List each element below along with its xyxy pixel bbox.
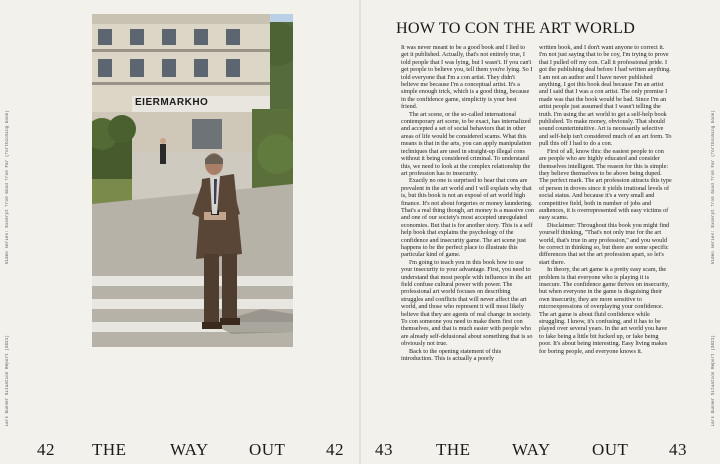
paragraph: written book, and I don't want anyone to correct it. I'm not just saying that to be coy, I'm trying to prove that I pulled off my con. Call it professional pride. I got the publishing deal before I had written anything. I am not an author and I have never published anything. I got this book deal because I'm an artist and I said that I was a con artist. The only premise I made was that the book would be bad. Since I'm an artist people just assumed that I wasn't telling the truth. I'm using the art world to get a self-help book published. To make money, obviously. That should sound counterintuitive. Art is necessarily selective and self-help isn't considered much of an art form. To pull this off I had to do a con. <box>539 44 672 148</box>
photo-sign-text: EIERMARKHO <box>135 97 209 108</box>
gutter <box>359 0 361 464</box>
right-footer-word-3: OUT <box>592 440 629 459</box>
paragraph: First of all, know this: the easiest people to con are people who are highly educated and consider themselves intelligent. The reason for this is simple: they believe themselves to be above being duped. The perfect mark. The art profession attracts this type of person in droves since it yields irrational levels of social status. And because it's a very small and competitive field, both in number of jobs and audiences, it is overrepresented with easy victims of easy scams. <box>539 147 672 222</box>
paragraph: It was never meant to be a good book and I lied to get it published. Actually, that's not entirely true, I told people that I was lying, but I wasn't. If you can't get people to believe you, tell them you're lying. So I told everyone that I'm a con artist. They didn't believe me because I'm a conceptual artist. It's a simple enough trick, which is a good thing, because in the confidence game, simplicity is your best friend. <box>401 44 533 111</box>
right-side-label-top: Video series: Excerpt from Good from Far (forthcoming book) <box>712 110 716 265</box>
right-footer-page-number-right: 43 <box>669 440 687 459</box>
body-column-2 <box>539 44 672 426</box>
left-footer-word-1: THE <box>92 440 127 459</box>
paragraph: Back to the opening statement of this introduction. This is actually a poorly <box>401 347 502 363</box>
photo-man-reading-phone <box>92 14 293 347</box>
article-title: HOW TO CON THE ART WORLD <box>396 18 636 37</box>
paragraph: In theory, the art game is a pretty easy scam, the problem is that everyone who is playing it is insecure. The confidence game thrives on insecurity, but when everyone in the game is disguising their own insecurity, they are more sensitive to microexpressions of overplaying your confidence. The art game is about fluid confidence while struggling. I know, it's confusing, and it has to be played over several years. In the art world you have to fake being a little bit fucked up, or fake being poor. It's about being interesting. Easy living makes for boring people, and everyone knows it. <box>539 266 670 355</box>
left-footer-word-2: WAY <box>170 440 209 459</box>
left-footer-page-number: 42 <box>37 440 55 459</box>
right-footer-word-2: WAY <box>512 440 551 459</box>
right-footer-page-number: 43 <box>375 440 393 459</box>
left-footer-page-number-right: 42 <box>326 440 344 459</box>
paragraph: I'm going to teach you in this book how to use your insecurity to your advantage. First, you need to understand that most people with influence in the art field confuse cultural power with power. The professional art world focuses on describing struggles and conflicts that will never affect the art world, and those who represent it will most likely believe that they are agents of real change in society. To con someone you need to make them first con themselves, and that is much easier with people who are already self-delusional about something that is so obviously not true. <box>401 258 533 348</box>
left-side-label-top: Video series: Excerpt from Good from Far (forthcoming book) <box>6 110 10 265</box>
left-side-label-bottom: Lars Gunner Situation Report (2021) <box>6 335 10 427</box>
body-column-1 <box>401 44 534 426</box>
paragraph: Exactly no one is surprised to hear that cons are prevalent in the art world and I will explain why that is, but this book is not an exposé of art world high finance. It's not about forgeries or money laundering. That's a real thing though, art money is a massive con and one of our society's most accepted unregulated economies. But that is for another story. This is a self help book that explains the psychology of the confidence and insecurity game. The art scene just happens to be the perfect place to illustrate this particular kind of game. <box>401 177 534 259</box>
right-side-label-bottom: Lars Gunner Situation Report (2021) <box>712 335 716 427</box>
right-footer-word-1: THE <box>436 440 471 459</box>
paragraph: The art scene, or the so-called international contemporary art scene, to be exact, has internalized and accepted a set of social behaviors that in other areas of life would be considered scams. What this means is that in the arts, you can apply manipulation techniques that are used in straight-up illegal cons without it being considered criminal. To understand this, we need to look at the complex relationship the art profession has to insecurity. <box>401 110 532 177</box>
left-footer-word-3: OUT <box>249 440 286 459</box>
paragraph: Disclaimer: Throughout this book you might find yourself thinking, "That's not only true for the art world, that's true in any profession," and you would be correct in thinking so, but there are some specific differences that set the art profession apart, so let's start there. <box>539 221 670 266</box>
